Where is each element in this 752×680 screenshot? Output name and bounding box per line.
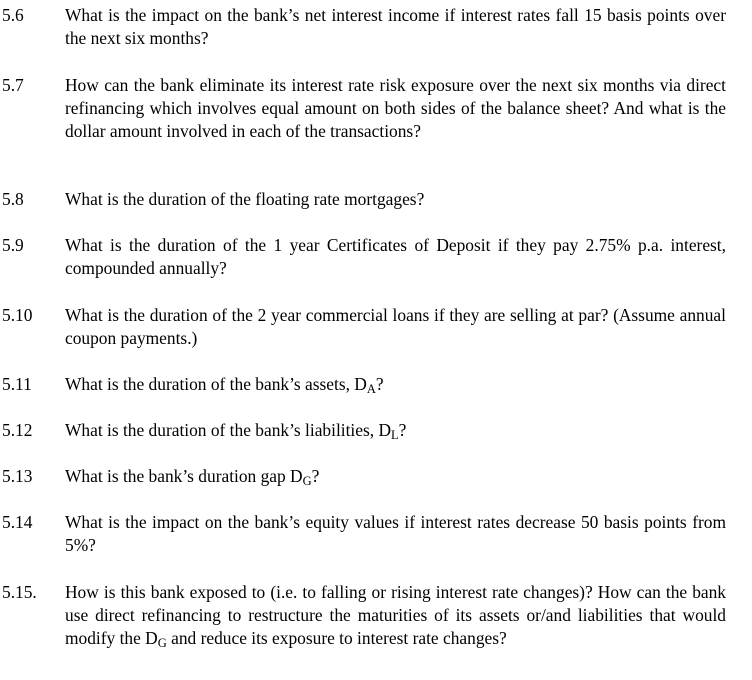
question-number: 5.7 [2, 75, 24, 95]
question-text-end: ? [398, 420, 407, 440]
question-number: 5.12 [2, 420, 33, 440]
question-text: What is the duration of the floating rate mortgages? [65, 189, 425, 209]
question-number: 5.9 [2, 235, 24, 255]
question-text: What is the impact on the bank’s equity values if interest rates decrease 50 basis points from 5%? [65, 512, 726, 555]
question-text-end: and reduce its exposure to interest rate changes? [166, 628, 507, 648]
question-text: What is the duration of the 1 year Certificates of Deposit if they pay 2.75% p.a. interest, compounded annually? [65, 235, 726, 278]
question-text-main: What is the duration of the bank’s assets, D [65, 374, 367, 394]
question-text-end: ? [311, 466, 320, 486]
question-text [65, 465, 726, 488]
question-text: What is the duration of the 2 year commercial loans if they are selling at par? (Assume annual coupon payments.) [65, 305, 726, 348]
question-text [65, 373, 726, 396]
subscript: G [157, 636, 167, 650]
question-text-end: ? [375, 374, 384, 394]
question-text [65, 419, 726, 442]
question-text-main: How is this bank exposed to (i.e. to falling or rising interest rate changes)? How can the bank use direct refinancing to restructure the maturities of its assets or/and liabilities that would modify the D [65, 582, 726, 648]
subscript: L [391, 428, 399, 442]
question-number: 5.10 [2, 305, 33, 325]
subscript: G [302, 474, 312, 488]
question-text-main: What is the bank’s duration gap D [65, 466, 303, 486]
subscript: A [366, 382, 376, 396]
question-number: 5.13 [2, 466, 33, 486]
question-text-main: What is the duration of the bank’s liabilities, D [65, 420, 392, 440]
question-text: What is the impact on the bank’s net interest income if interest rates fall 15 basis points over the next six months? [65, 5, 726, 48]
question-number: 5.8 [2, 189, 24, 209]
question-number: 5.14 [2, 512, 33, 532]
question-text [65, 581, 726, 650]
question-number: 5.6 [2, 5, 24, 25]
question-number: 5.15. [2, 582, 37, 602]
question-text: How can the bank eliminate its interest rate risk exposure over the next six months via direct refinancing which involves equal amount on both sides of the balance sheet? And what is the dollar amount involved in each of the transactions? [65, 75, 726, 141]
question-number: 5.11 [2, 374, 32, 394]
